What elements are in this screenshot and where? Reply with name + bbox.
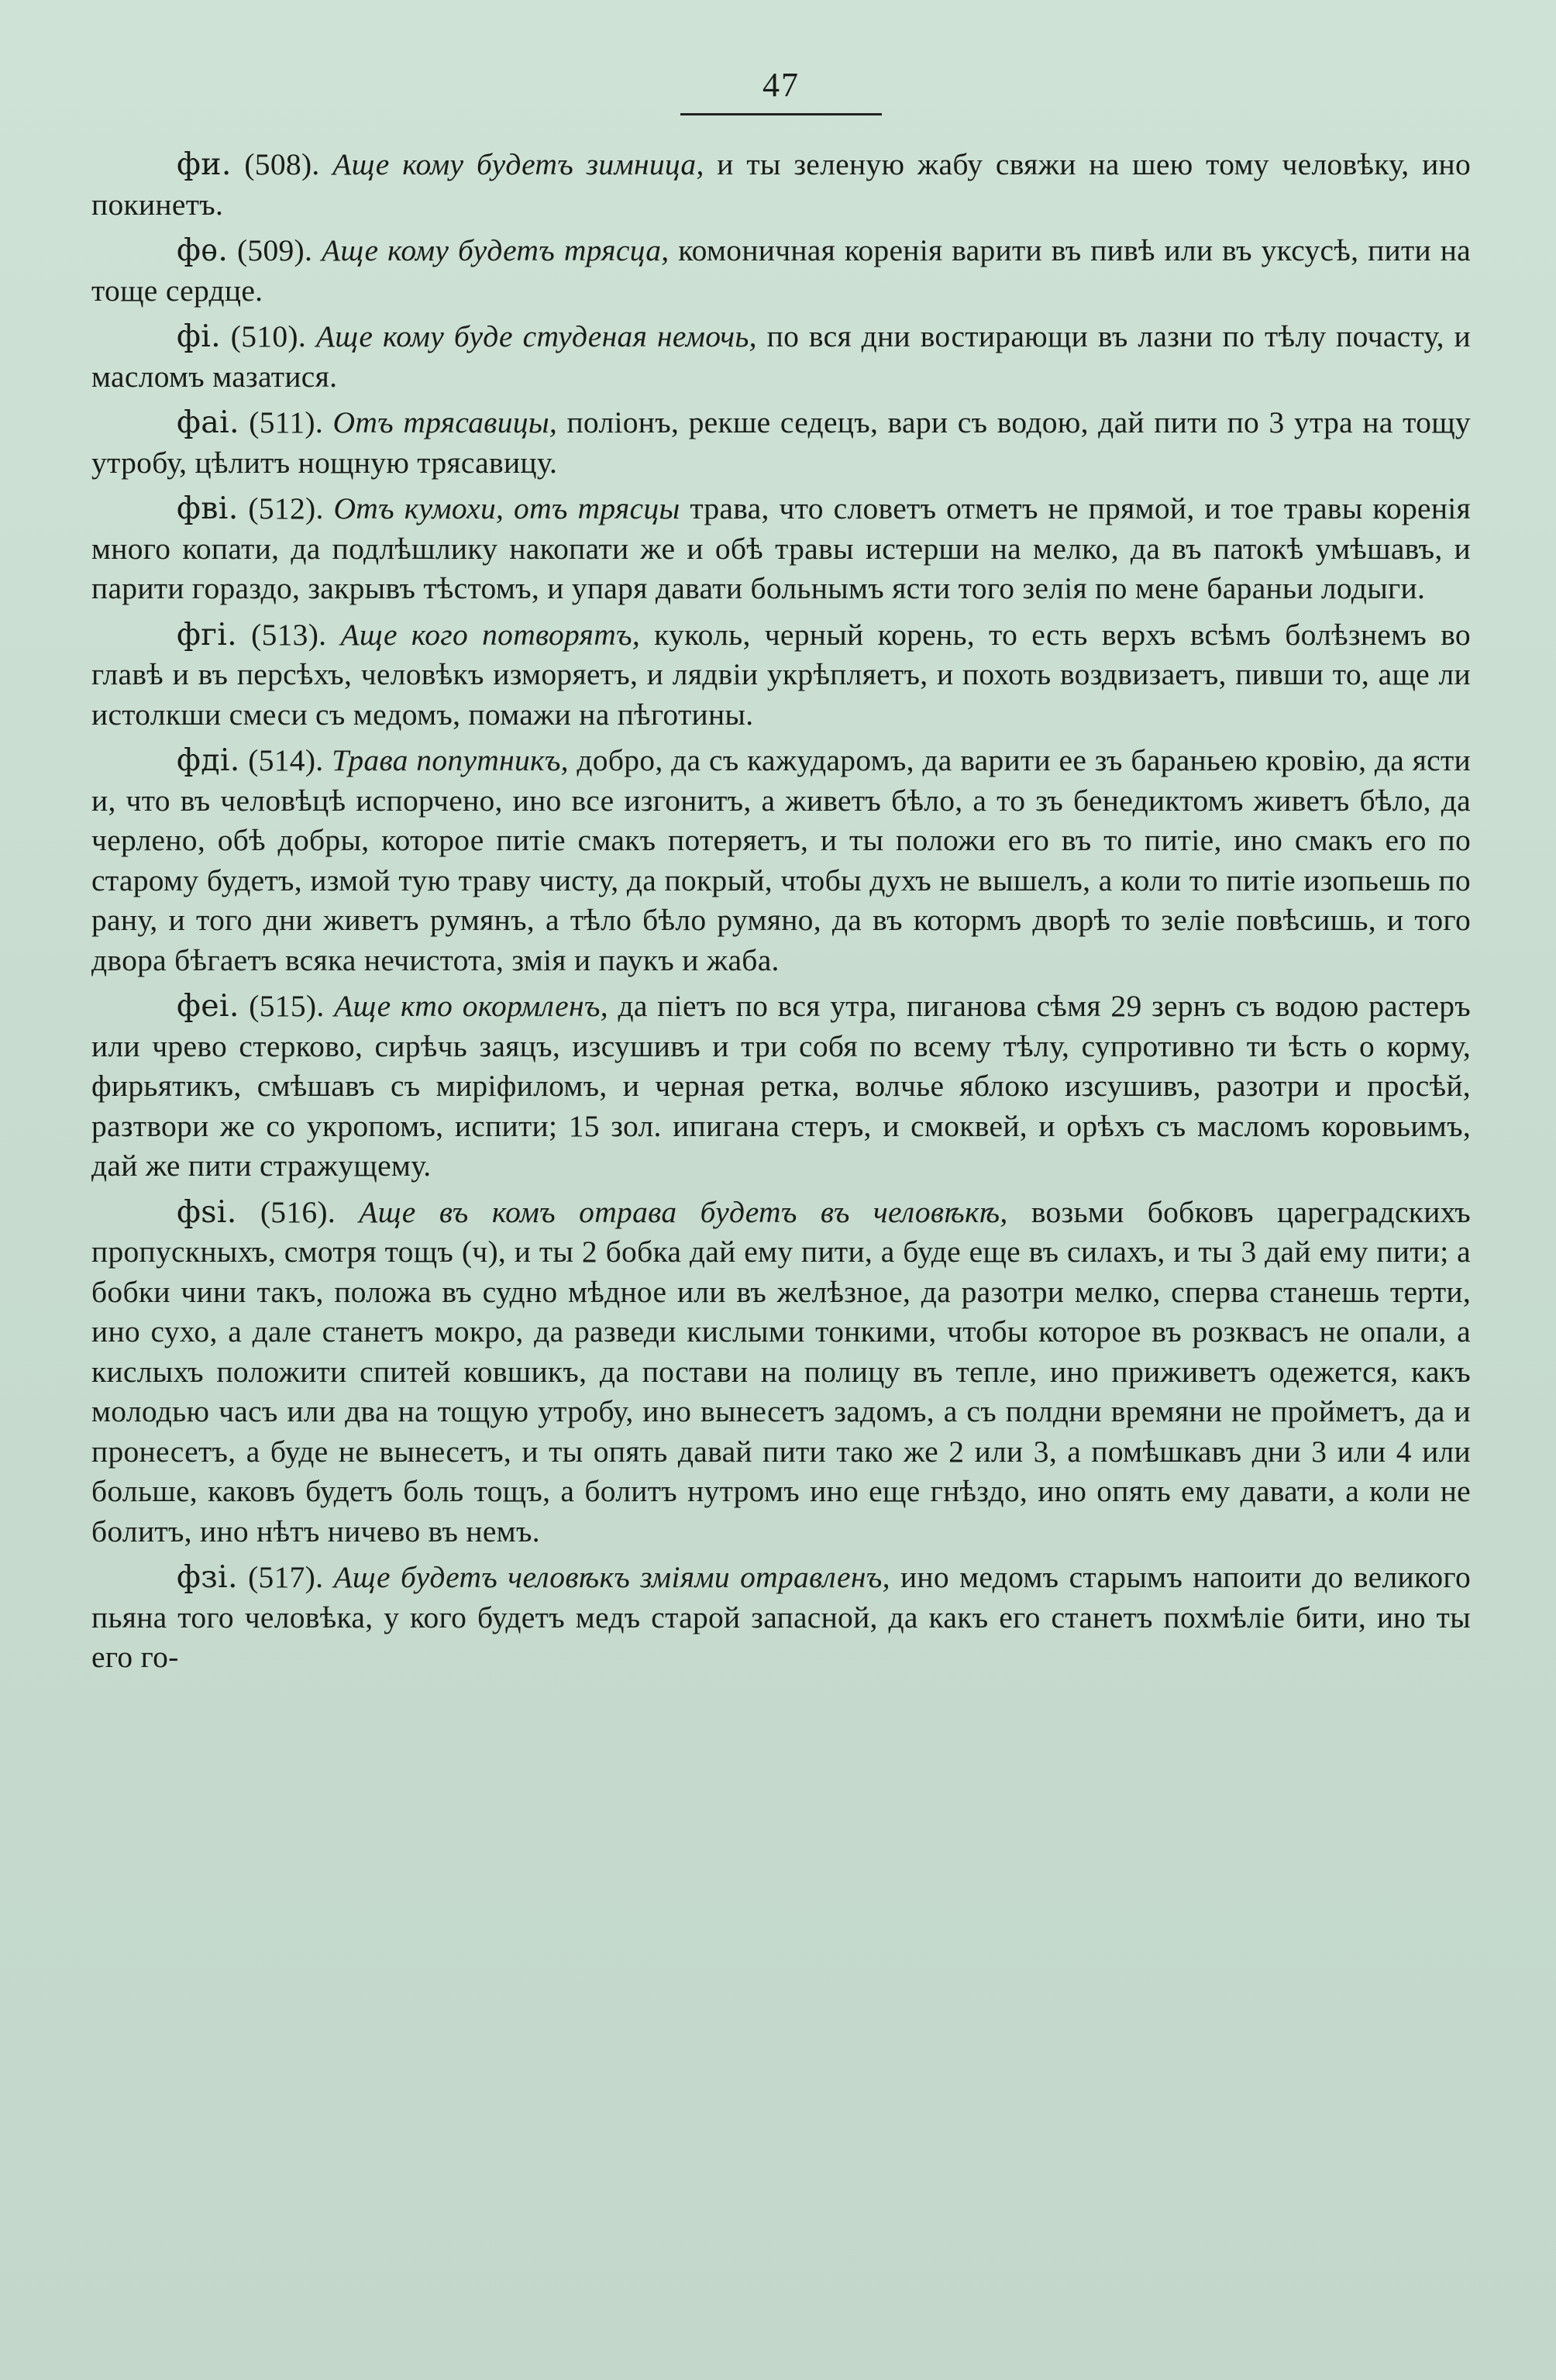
- recipe-entry-511: [91, 403, 1471, 483]
- entry-number: фѳ.: [177, 232, 229, 268]
- entry-ref: (512).: [248, 491, 324, 525]
- entry-text: поліонъ, рекше седецъ, вари съ водою, дай пити по 3 утра на тощу утробу, цѣлитъ нощную трясавицу.: [91, 405, 1471, 480]
- recipe-entry-514: [91, 741, 1471, 980]
- entry-title: Аще въ комъ отрава будетъ въ человѣкѣ,: [359, 1194, 1008, 1229]
- entry-ref: (509).: [236, 233, 313, 267]
- entry-title: Аще кому буде студеная немочь,: [315, 319, 757, 353]
- entry-number: фѕі.: [177, 1193, 237, 1230]
- entry-number: феі.: [177, 988, 239, 1024]
- recipe-entry-517: [91, 1558, 1471, 1678]
- page-number-rule: [680, 113, 882, 115]
- recipe-list: [91, 145, 1471, 1678]
- recipe-entry-513: [91, 615, 1471, 735]
- recipe-entry-516: [91, 1193, 1471, 1552]
- recipe-entry-510: [91, 317, 1471, 397]
- entry-title: Аще кого потворятъ,: [340, 617, 641, 652]
- entry-text: ино медомъ старымъ напоити до великого пьяна того человѣка, у кого будетъ медъ старой запасной, да какъ его станетъ похмѣліе бити, ино ты его го-: [91, 1560, 1471, 1674]
- page-number: 47: [763, 66, 800, 104]
- entry-number: фві.: [177, 491, 239, 526]
- entry-title: Трава попутникъ,: [332, 743, 569, 777]
- entry-ref: (515).: [249, 989, 325, 1023]
- entry-ref: (511).: [249, 405, 324, 439]
- entry-title: Аще кому будетъ трясца,: [321, 233, 670, 267]
- entry-number: фи.: [177, 146, 232, 182]
- entry-text: да піетъ по вся утра, пиганова сѣмя 29 зернъ съ водою растеръ или чрево стерково, сирѣчь заяцъ, изсушивъ и три собя по всему тѣлу, супротивно ти ѣсть о корму, фирьятикъ, смѣшавъ съ миріфиломъ, и черная ретка, волчье яблоко изсушивъ, разотри и просѣй, разтвори же со укропомъ, испити; 15 зол. ипигана стеръ, и смоквей, и орѣхъ съ масломъ коровьимъ, дай же пити стражущему.: [91, 989, 1471, 1183]
- entry-ref: (517).: [248, 1560, 324, 1594]
- entry-number: фзі.: [177, 1559, 238, 1595]
- recipe-entry-509: [91, 231, 1471, 311]
- entry-title: Аще кто окормленъ,: [334, 989, 608, 1023]
- recipe-entry-515: [91, 987, 1471, 1187]
- entry-text: возьми бобковъ цареградскихъ пропускныхъ, смотря тощъ (ч), и ты 2 бобка дай ему пити, а буде еще въ силахъ, и ты 3 дай ему пити; а бобки чини такъ, положа въ судно мѣдное или въ желѣзное, да разотри мелко, сперва станешь терти, ино сухо, а дале станетъ мокро, да разведи кислыми тонкими, чтобы которое въ розквасъ не опали, а кислыхъ положити спитей ковшикъ, да постави на полицу въ тепле, ино приживетъ одежется, какъ молодью часъ или два на тощую утробу, ино вынесетъ задомъ, а съ полдни времяни не пройметъ, да и пронесетъ, а буде не вынесетъ, и ты опять давай пити тако же 2 или 3, а помѣшкавъ дни 3 или 4 или больше, каковъ будетъ боль тощъ, а болитъ нутромъ ино еще гнѣздо, ино опять ему давати, а коли не болитъ, ино нѣтъ ничево въ немъ.: [91, 1194, 1471, 1548]
- entry-text: куколь, черный корень, то есть верхъ всѣмъ болѣзнемъ во главѣ и въ персѣхъ, человѣкъ изморяетъ, и лядвіи укрѣпляетъ, и похоть воздвизаетъ, пивши то, аще ли истолкши смеси съ медомъ, помажи на пѣготины.: [91, 617, 1471, 732]
- entry-number: фді.: [177, 742, 240, 778]
- entry-text: по вся дни востирающи въ лазни по тѣлу почасту, и масломъ мазатися.: [91, 319, 1471, 394]
- entry-number: фгі.: [177, 616, 238, 653]
- entry-ref: (510).: [230, 319, 307, 353]
- entry-text: и ты зеленую жабу свяжи на шею тому человѣку, ино покинетъ.: [91, 147, 1471, 222]
- entry-title: Аще кому будетъ зимница,: [332, 147, 704, 181]
- entry-text: комоничная коренія варити въ пивѣ или въ уксусѣ, пити на тоще сердце.: [91, 233, 1471, 308]
- entry-ref: (516).: [260, 1194, 336, 1229]
- entry-title: Аще будетъ человѣкъ зміями отравленъ,: [333, 1560, 890, 1594]
- entry-title: Отъ кумохи, отъ трясцы: [333, 491, 680, 525]
- recipe-entry-512: [91, 489, 1471, 609]
- entry-ref: (513).: [251, 617, 327, 652]
- entry-ref: (514).: [248, 743, 324, 777]
- entry-text: добро, да съ кажударомъ, да варити ее зъ бараньею кровію, да ясти и, что въ человѣцѣ испорчено, ино все изгонитъ, а живетъ бѣло, а то зъ бенедиктомъ живетъ бѣло, да черлено, обѣ добры, которое питіе смакъ потеряетъ, и ты положи его въ то питіе, ино смакъ его по старому будетъ, измой тую траву чисту, да покрый, чтобы духъ не вышелъ, а коли то питіе изопьешь по рану, и того дни живетъ румянъ, а тѣло бѣло румяно, да въ котормъ дворѣ то зеліе повѣсишь, и того двора бѣгаетъ всяка нечистота, змія и паукъ и жаба.: [91, 743, 1471, 977]
- entry-ref: (508).: [244, 147, 320, 181]
- entry-title: Отъ трясавицы,: [332, 405, 558, 439]
- entry-number: фі.: [177, 319, 222, 354]
- entry-text: трава, что словетъ отметъ не прямой, и тое травы коренія много копати, да подлѣшлику накопати же и обѣ травы истерши на мелко, да въ патокѣ умѣшавъ, и парити гораздо, закрывъ тѣстомъ, и упаря давати больнымъ ясти того зелія по мене бараньи лодыги.: [91, 491, 1472, 605]
- entry-number: фаі.: [177, 405, 239, 440]
- recipe-entry-508: [91, 145, 1471, 225]
